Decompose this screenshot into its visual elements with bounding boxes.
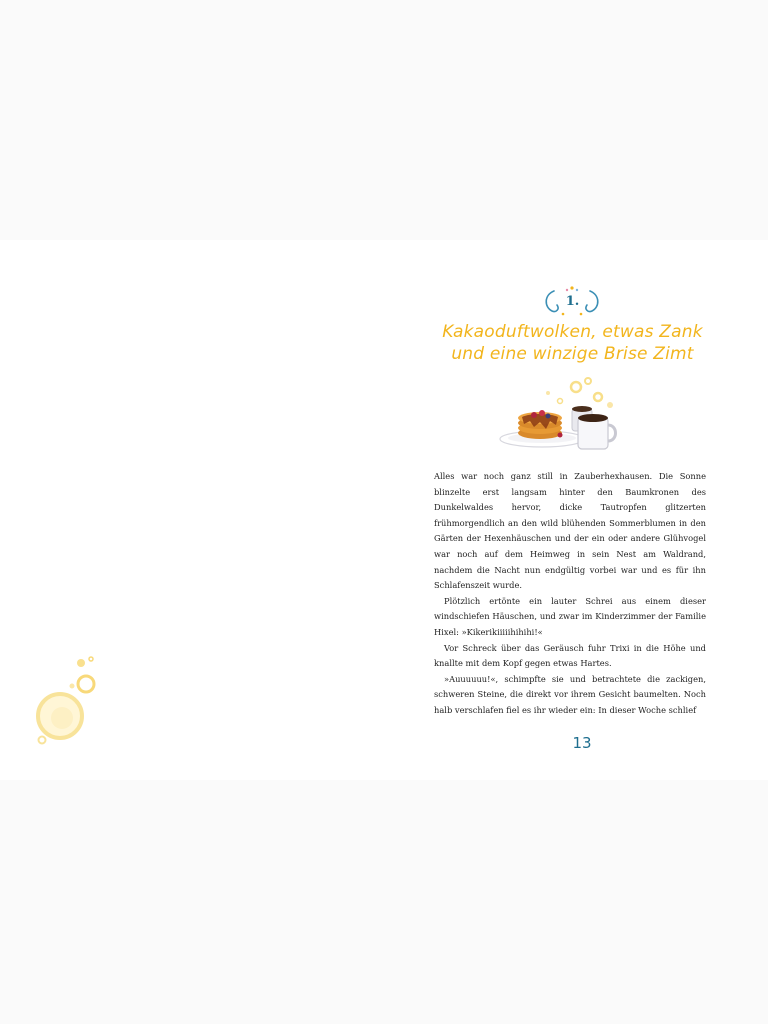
- chapter-number-block: [430, 285, 715, 319]
- chapter-number: 1.: [565, 294, 580, 309]
- body-text: [434, 469, 706, 719]
- page-number: 13: [572, 734, 592, 752]
- breakfast-pancakes-cocoa-icon: [490, 375, 625, 455]
- chapter-title-line-1: Kakaoduftwolken, etwas Zank: [442, 322, 703, 342]
- bubbles-icon: [28, 648, 108, 748]
- paragraph: Plötzlich ertönte ein lauter Schrei aus einem dieser windschiefen Häuschen, und zwar im Kinderzimmer der Familie Hixel: »Kikerikiiiiihihihi!«: [434, 595, 706, 637]
- chapter-title-line-2: und eine winzige Brise Zimt: [451, 344, 694, 364]
- paragraph: »Auuuuuu!«, schimpfte sie und betrachtete die zackigen, schweren Steine, die direkt vor ihrem Gesicht baumelten. Noch halb verschlafen fiel es ihr wieder ein: In dieser Woche schlief: [434, 673, 706, 715]
- chapter-title: [430, 321, 715, 365]
- paragraph: Alles war noch ganz still in Zauberhexhausen. Die Sonne blinzelte erst langsam hinter den Baumkronen des Dunkelwaldes hervor, dicke Tautropfen glitzerten frühmorgendlich an den wild blühenden Sommerblumen in den Gärten der Hexenhäuschen und der ein oder andere Glühvogel war noch auf dem Heimweg in sein Nest am Waldrand, nachdem die Nacht nun endgültig vorbei war und es für ihn Schlafenszeit wurde.: [434, 471, 706, 591]
- paragraph: Vor Schreck über das Geräusch fuhr Trixi in die Höhe und knallte mit dem Kopf gegen etwas Hartes.: [434, 642, 706, 669]
- chapter-heading: [430, 285, 715, 365]
